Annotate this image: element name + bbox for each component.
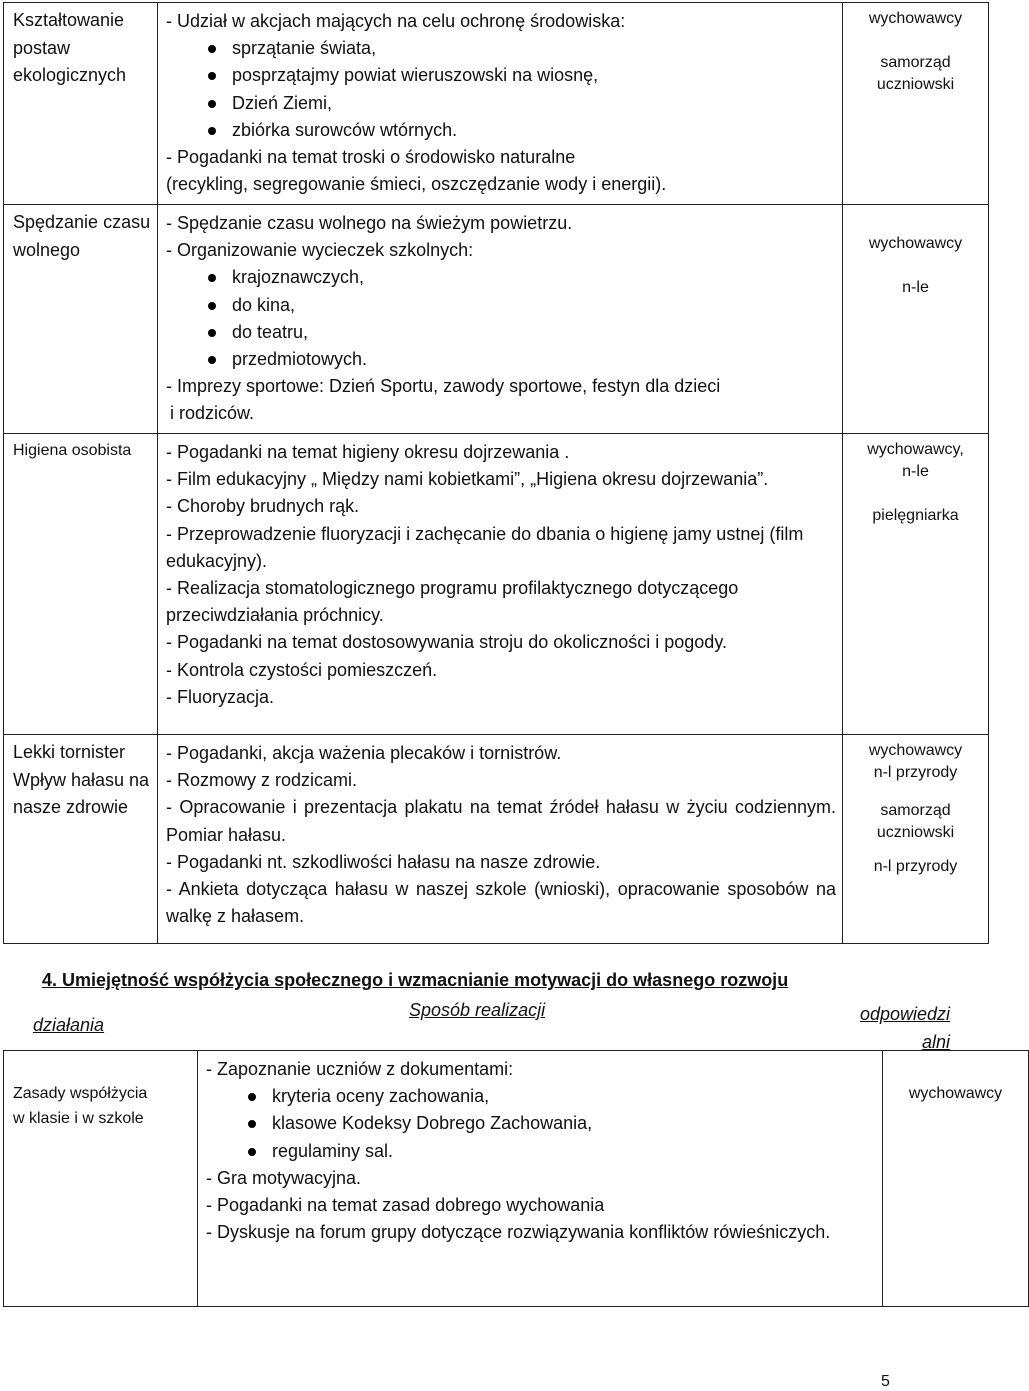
topic-label: Wpływ hałasu na nasze zdrowie — [13, 769, 150, 817]
bullet-item: kryteria oceny zachowania, — [206, 1083, 876, 1110]
content-line: i rodziców. — [170, 403, 255, 424]
responsible-cell — [843, 3, 989, 205]
responsible-cell — [843, 434, 989, 735]
bullet-item: sprzątanie świata, — [166, 35, 836, 62]
content-line: - Rozmowy z rodzicami. — [166, 770, 358, 791]
bullet-icon — [206, 1110, 272, 1137]
content-line: - Pogadanki na temat higieny okresu dojrzewania . — [166, 442, 570, 462]
content-line: - Pogadanki na temat dostosowywania stroju do okoliczności i pogody. — [166, 632, 727, 653]
responsible-label: wychowawcy — [908, 1085, 1003, 1102]
column-header-method: Sposób realizacji — [409, 1000, 546, 1020]
responsible-label: uczniowski — [876, 76, 955, 93]
content-line: - Kontrola czystości pomieszczeń. — [166, 659, 438, 680]
content-line: - Realizacja stomatologicznego programu profilaktycznego dotyczącego przeciwdziałania próchnicy. — [166, 578, 739, 626]
content-line: - Imprezy sportowe: Dzień Sportu, zawody sportowe, festyn dla dzieci — [166, 376, 721, 397]
topic-cell — [4, 434, 158, 735]
bullet-icon — [166, 292, 232, 319]
bullet-icon — [166, 35, 232, 62]
content-line: (recykling, segregowanie śmieci, oszczędzanie wody i energii). — [166, 174, 667, 195]
responsible-cell — [843, 735, 989, 944]
content-line: - Spędzanie czasu wolnego na świeżym powietrzu. — [166, 213, 573, 233]
responsible-label: uczniowski — [876, 824, 955, 841]
bullet-item: posprzątajmy powiat wieruszowski na wiosnę, — [166, 62, 836, 89]
responsible-label: wychowawcy, — [867, 441, 964, 458]
bullet-icon — [206, 1138, 272, 1165]
table-row — [4, 434, 989, 735]
bullet-item: zbiórka surowców wtórnych. — [166, 117, 836, 144]
bullet-item: do teatru, — [166, 319, 836, 346]
bullet-item: krajoznawczych, — [166, 264, 836, 291]
content-line: - Ankieta dotycząca hałasu w naszej szkole (wnioski), opracowanie sposobów na walkę z hałasem. — [166, 879, 836, 927]
content-line: - Przeprowadzenie fluoryzacji i zachęcanie do dbania o higienę jamy ustnej (film edukacyjny). — [166, 523, 804, 571]
bullet-item: regulaminy sal. — [206, 1138, 876, 1165]
section-heading: 4. Umiejętność współżycia społecznego i wzmacnianie motywacji do własnego rozwoju — [42, 970, 789, 990]
topic-cell — [4, 1051, 198, 1307]
content-cell — [158, 205, 843, 434]
content-line: - Zapoznanie uczniów z dokumentami: — [206, 1059, 514, 1079]
page-number: 5 — [881, 1373, 890, 1390]
bullet-icon — [166, 346, 232, 373]
topic-label: Spędzanie czasu wolnego — [13, 212, 151, 260]
responsible-label: wychowawcy — [868, 742, 963, 759]
section4-table — [3, 1050, 1029, 1307]
bullet-icon — [166, 264, 232, 291]
responsible-label: wychowawcy — [868, 235, 963, 252]
bullet-icon — [166, 117, 232, 144]
responsible-label: n-le — [902, 463, 929, 480]
content-line: - Fluoryzacja. — [166, 686, 275, 707]
topic-cell — [4, 205, 158, 434]
bullet-item: Dzień Ziemi, — [166, 90, 836, 117]
content-line: - Film edukacyjny „ Między nami kobietkami”, „Higiena okresu dojrzewania”. — [166, 469, 769, 490]
responsible-label: samorząd — [880, 54, 951, 71]
bullet-icon — [166, 319, 232, 346]
content-cell — [158, 3, 843, 205]
content-cell — [198, 1051, 883, 1307]
bullet-item: do kina, — [166, 292, 836, 319]
topic-label: Kształtowanie postaw ekologicznych — [13, 10, 127, 85]
table-row — [4, 3, 989, 205]
content-line: - Opracowanie i prezentacja plakatu na temat źródeł hałasu w życiu codziennym. Pomiar hałasu. — [166, 797, 836, 845]
table-row — [4, 1051, 1029, 1307]
activities-table — [3, 2, 989, 944]
content-line: - Pogadanki na temat troski o środowisko naturalne — [166, 147, 576, 168]
topic-label: Zasady współżycia w klasie i w szkole — [13, 1085, 148, 1127]
topic-label: Lekki tornister — [13, 742, 126, 762]
topic-cell — [4, 3, 158, 205]
content-line: - Organizowanie wycieczek szkolnych: — [166, 240, 474, 261]
content-line: - Pogadanki, akcja ważenia plecaków i tornistrów. — [166, 743, 562, 763]
topic-label: Higiena osobista — [13, 442, 132, 459]
content-line: - Dyskusje na forum grupy dotyczące rozwiązywania konfliktów rówieśniczych. — [206, 1222, 831, 1243]
table-row — [4, 735, 989, 944]
content-cell — [158, 434, 843, 735]
responsible-label: pielęgniarka — [872, 507, 959, 524]
responsible-label: wychowawcy — [868, 10, 963, 27]
topic-cell — [4, 735, 158, 944]
content-line: - Gra motywacyjna. — [206, 1167, 362, 1188]
responsible-label: n-le — [902, 279, 929, 296]
bullet-item: przedmiotowych. — [166, 346, 836, 373]
content-line: - Udział w akcjach mających na celu ochronę środowiska: — [166, 11, 626, 31]
column-header-responsible: odpowiedzi alni — [859, 1004, 950, 1052]
bullet-icon — [206, 1083, 272, 1110]
content-line: - Choroby brudnych rąk. — [166, 496, 360, 517]
responsible-cell — [843, 205, 989, 434]
column-header-actions: działania — [33, 1015, 105, 1035]
responsible-label: n-l przyrody — [873, 764, 958, 781]
responsible-label: n-l przyrody — [873, 858, 958, 875]
bullet-icon — [166, 90, 232, 117]
content-line: - Pogadanki nt. szkodliwości hałasu na nasze zdrowie. — [166, 851, 601, 872]
bullet-item: klasowe Kodeksy Dobrego Zachowania, — [206, 1110, 876, 1137]
responsible-label: samorząd — [880, 802, 951, 819]
table-row — [4, 205, 989, 434]
content-cell — [158, 735, 843, 944]
bullet-icon — [166, 62, 232, 89]
responsible-cell — [883, 1051, 1029, 1307]
content-line: - Pogadanki na temat zasad dobrego wychowania — [206, 1195, 605, 1216]
